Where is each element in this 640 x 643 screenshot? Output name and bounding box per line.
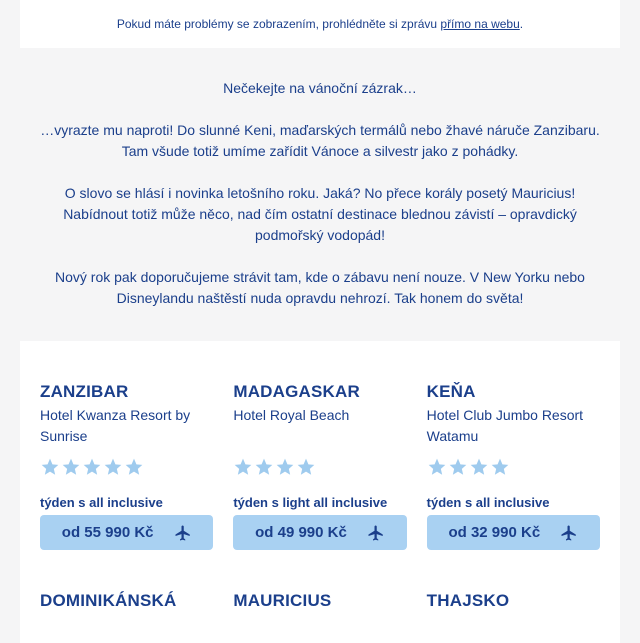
star-icon: [448, 457, 468, 477]
intro-section: [20, 48, 620, 341]
offer-card-zanzibar[interactable]: [40, 381, 213, 550]
star-icon: [103, 457, 123, 477]
price-button[interactable]: [233, 515, 406, 550]
preheader-suffix: .: [519, 17, 524, 31]
destination-title[interactable]: MAURICIUS: [233, 591, 332, 610]
intro-paragraph-1: …vyrazte mu naproti! Do slunné Keni, maďarských termálů nebo žhavé náruče Zanzibaru. Tam všude totiž umíme zařídit Vánoce a silvestr jako z pohádky.: [40, 122, 600, 159]
hotel-name[interactable]: Hotel Kwanza Resort by Sunrise: [40, 407, 191, 444]
offers-section: [20, 341, 620, 643]
star-icon: [124, 457, 144, 477]
offer-card-thajsko[interactable]: [427, 590, 600, 612]
star-rating: [427, 457, 600, 479]
airplane-icon: [367, 524, 385, 542]
star-icon: [254, 457, 274, 477]
hotel-name[interactable]: Hotel Club Jumbo Resort Watamu: [426, 407, 584, 444]
star-icon: [427, 457, 447, 477]
star-icon: [233, 457, 253, 477]
offers-row: [40, 381, 600, 550]
intro-headline: Nečekejte na vánoční zázrak…: [223, 80, 417, 96]
airplane-icon: [560, 524, 578, 542]
intro-paragraph-3: Nový rok pak doporučujeme strávit tam, kde o zábavu není nouze. V New Yorku nebo Disneylandu naštěstí nuda opravdu nehrozí. Tak honem do světa!: [55, 269, 585, 306]
star-icon: [82, 457, 102, 477]
preheader-text: Pokud máte problémy se zobrazením, prohlédněte si zprávu: [116, 17, 441, 31]
destination-title[interactable]: DOMINIKÁNSKÁ: [40, 591, 177, 610]
offers-row-2: [40, 590, 600, 612]
board-type: týden s light all inclusive: [233, 495, 388, 510]
star-icon: [40, 457, 60, 477]
preheader: [20, 0, 620, 48]
price-button[interactable]: [427, 515, 600, 550]
star-rating: [40, 457, 213, 479]
destination-title[interactable]: KEŇA: [426, 382, 476, 401]
price-button[interactable]: [40, 515, 213, 550]
destination-title[interactable]: ZANZIBAR: [40, 382, 129, 401]
board-type: týden s all inclusive: [40, 495, 163, 510]
hotel-name[interactable]: Hotel Royal Beach: [233, 407, 350, 423]
star-icon: [296, 457, 316, 477]
destination-title[interactable]: THAJSKO: [426, 591, 510, 610]
email-container: [20, 0, 620, 643]
board-type: týden s all inclusive: [426, 495, 550, 510]
airplane-icon: [174, 524, 192, 542]
star-icon: [61, 457, 81, 477]
star-icon: [469, 457, 489, 477]
offer-card-madagaskar[interactable]: [233, 381, 406, 550]
star-icon: [490, 457, 510, 477]
destination-title[interactable]: MADAGASKAR: [233, 382, 360, 401]
star-rating: [233, 457, 406, 479]
intro-paragraph-2: O slovo se hlásí i novinka letošního roku. Jaká? No přece korály posetý Mauricius! Nabídnout totiž může něco, nad čím ostatní destinace blednou závistí – opravdický podmořský vodopád!: [63, 185, 577, 243]
price-label: od 55 990 Kč: [61, 524, 154, 541]
offer-card-dominikanska[interactable]: [40, 590, 213, 612]
price-label: od 49 990 Kč: [255, 524, 347, 541]
offer-card-mauricius[interactable]: [233, 590, 406, 612]
view-online-link[interactable]: přímo na webu: [440, 17, 520, 31]
offer-card-kena[interactable]: [427, 381, 600, 550]
star-icon: [275, 457, 295, 477]
price-label: od 32 990 Kč: [448, 524, 541, 541]
